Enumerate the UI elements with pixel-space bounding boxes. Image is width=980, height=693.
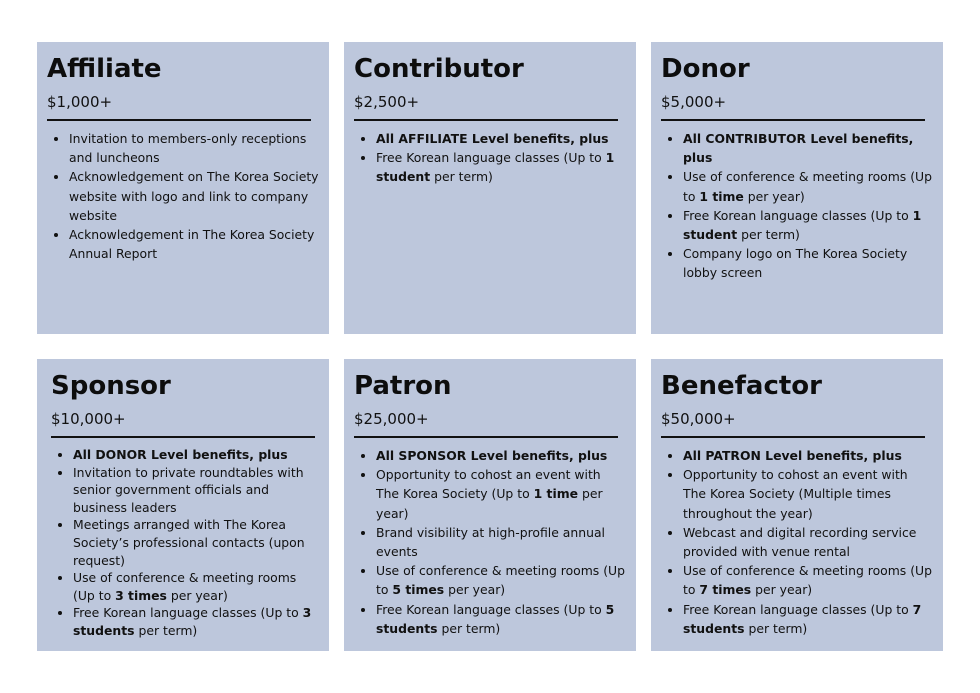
benefit-item	[376, 600, 626, 638]
benefit-text-bold: 7 times	[699, 582, 752, 598]
tier-card-contributor	[344, 42, 636, 334]
benefit-item	[376, 523, 626, 561]
benefit-text-pre: Meetings arranged with The Korea Society’s professional contacts (upon request)	[73, 517, 305, 568]
benefit-item	[683, 129, 933, 167]
benefit-text-pre: Brand visibility at high-profile annual events	[376, 524, 605, 560]
benefit-text-post: per year)	[751, 582, 813, 598]
benefit-item	[683, 206, 933, 244]
benefit-text-bold: 7 students	[683, 601, 922, 636]
benefit-text-pre: Invitation to private roundtables with senior government officials and business leaders	[73, 464, 304, 515]
divider	[51, 436, 315, 438]
benefit-text-post: per term)	[737, 227, 800, 243]
benefit-item	[73, 516, 319, 569]
benefit-item	[73, 446, 319, 464]
benefit-text-pre: Use of conference & meeting rooms (Up to	[376, 563, 625, 598]
tier-price: $2,500+	[354, 93, 420, 111]
benefit-text-pre: Webcast and digital recording service provided with venue rental	[683, 524, 917, 560]
tier-title: Donor	[661, 54, 750, 84]
benefit-item	[376, 129, 626, 148]
tier-price: $50,000+	[661, 410, 736, 428]
divider	[47, 119, 311, 121]
benefit-text-post: per term)	[430, 169, 493, 185]
tier-card-donor	[651, 42, 943, 334]
tier-price: $1,000+	[47, 93, 113, 111]
benefit-text-bold: All AFFILIATE Level benefits, plus	[376, 131, 609, 146]
tier-title: Patron	[354, 371, 452, 401]
benefit-text-bold: 1 time	[533, 486, 579, 502]
benefit-item	[73, 569, 319, 604]
tier-title: Affiliate	[47, 54, 162, 84]
benefit-text-post: per term)	[134, 622, 198, 638]
divider	[661, 436, 925, 438]
benefit-item	[73, 464, 319, 517]
benefit-item	[73, 604, 319, 639]
tier-price: $25,000+	[354, 410, 429, 428]
benefit-item	[376, 148, 626, 186]
benefit-item	[683, 244, 933, 282]
benefit-text-bold: All CONTRIBUTOR Level benefits, plus	[683, 131, 914, 166]
benefit-item	[376, 446, 626, 465]
tier-price: $5,000+	[661, 93, 727, 111]
benefit-text-post: per year)	[743, 188, 805, 204]
benefit-item	[683, 523, 933, 561]
benefit-text-bold: 1 time	[699, 188, 744, 204]
benefits-list	[356, 129, 626, 187]
benefit-text-pre: Free Korean language classes (Up to	[73, 605, 303, 621]
benefit-text-post: per term)	[437, 620, 501, 636]
benefit-text-bold: 3 times	[115, 587, 167, 603]
benefits-list	[663, 446, 933, 638]
benefit-text-pre: Use of conference & meeting rooms (Up to	[683, 169, 932, 204]
benefit-text-pre: Free Korean language classes (Up to	[376, 601, 606, 617]
benefit-text-post: per year)	[376, 486, 603, 521]
tier-card-patron	[344, 359, 636, 651]
benefit-item	[69, 167, 319, 225]
benefits-list	[663, 129, 933, 283]
benefits-list	[356, 446, 626, 638]
benefit-text-pre: Opportunity to cohost an event with The Korea Society (Multiple times throughout the year)	[683, 467, 908, 521]
tier-title: Sponsor	[51, 371, 171, 401]
benefit-text-pre: Free Korean language classes (Up to	[376, 150, 606, 166]
benefit-text-post: per year)	[166, 587, 228, 603]
benefit-text-post: per year)	[444, 582, 506, 598]
tier-card-sponsor	[37, 359, 329, 651]
divider	[661, 119, 925, 121]
benefit-text-bold: All DONOR Level benefits, plus	[73, 447, 288, 462]
tier-price: $10,000+	[51, 410, 126, 428]
tier-title: Benefactor	[661, 371, 822, 401]
divider	[354, 119, 618, 121]
benefit-text-pre: Company logo on The Korea Society lobby screen	[683, 246, 908, 281]
benefit-item	[683, 465, 933, 523]
benefit-item	[683, 600, 933, 638]
benefit-text-bold: 3 students	[73, 605, 312, 638]
tier-card-benefactor	[651, 359, 943, 651]
benefit-text-bold: 5 times	[392, 582, 445, 598]
benefits-list	[53, 446, 319, 640]
benefit-text-pre: Free Korean language classes (Up to	[683, 601, 913, 617]
benefit-text-bold: 5 students	[376, 601, 615, 636]
tier-title: Contributor	[354, 54, 524, 84]
benefit-text-bold: 1 student	[683, 207, 922, 243]
benefit-text-pre: Free Korean language classes (Up to	[683, 207, 913, 223]
divider	[354, 436, 618, 438]
benefit-text-pre: Acknowledgement in The Korea Society Annual Report	[69, 227, 315, 262]
benefit-item	[683, 446, 933, 465]
benefit-text-bold: All PATRON Level benefits, plus	[683, 448, 902, 463]
benefits-list	[49, 129, 319, 263]
benefit-item	[69, 129, 319, 167]
benefit-text-pre: Use of conference & meeting rooms (Up to	[73, 570, 297, 603]
benefit-text-bold: All SPONSOR Level benefits, plus	[376, 448, 608, 463]
benefit-item	[376, 465, 626, 523]
benefit-text-post: per term)	[744, 620, 808, 636]
benefit-text-pre: Invitation to members-only receptions and luncheons	[69, 131, 307, 166]
benefit-item	[683, 561, 933, 599]
benefit-text-pre: Opportunity to cohost an event with The Korea Society (Up to	[376, 467, 601, 502]
benefit-item	[683, 167, 933, 205]
benefit-text-bold: 1 student	[376, 150, 615, 185]
benefit-text-pre: Acknowledgement on The Korea Society website with logo and link to company website	[69, 169, 319, 223]
benefit-text-pre: Use of conference & meeting rooms (Up to	[683, 563, 932, 598]
tier-card-affiliate	[37, 42, 329, 334]
benefit-item	[376, 561, 626, 599]
benefit-item	[69, 225, 319, 263]
